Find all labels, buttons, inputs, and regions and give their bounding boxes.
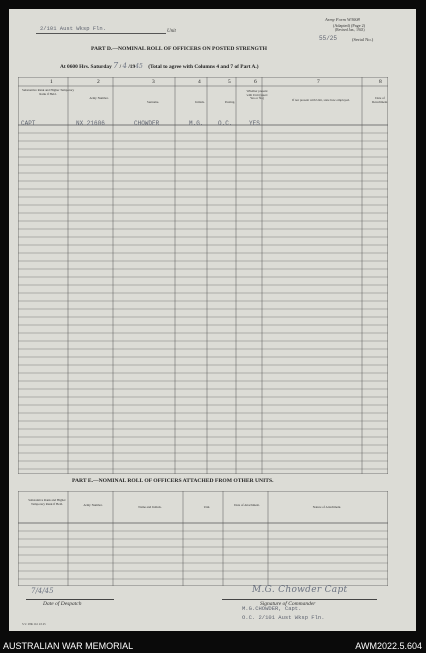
despatch-date: 7/4/45 [31, 587, 54, 595]
part-d-header-army-number: Army Number. [89, 96, 109, 100]
date-prefix: At 0600 Hrs. Saturday [60, 64, 112, 70]
part-d-header-surname: Surname. [146, 100, 160, 104]
part-d-header-present: Whether present with Unit (insert Yes or No) [246, 89, 268, 101]
part-e-header-name: Name and Initials. [138, 505, 162, 509]
entry-present: YES [249, 120, 260, 127]
part-e-header-rank: Substantive Rank and Higher Temporary Rank if Held. [28, 498, 66, 506]
form-line-3: (Revised Jan., 1943) [335, 28, 365, 32]
archive-caption-left: AUSTRALIAN WAR MEMORIAL [3, 641, 134, 651]
part-d-header-rank: Substantive Rank and Higher Temporary Rank if Held. [21, 88, 75, 96]
despatch-date-line [26, 599, 114, 600]
part-d-colnum-2: 2 [97, 79, 100, 85]
part-d-colnum-8: 8 [379, 79, 382, 85]
part-d-colnum-5: 5 [228, 79, 231, 85]
form-line-1: Army Form W3008 [325, 17, 360, 22]
stamp-unit: O.C. 2/101 Aust Wksp Fln. [242, 614, 325, 621]
date-year-prefix: /19 [128, 64, 136, 70]
form-sheet [9, 9, 416, 631]
part-d-colnum-1: 1 [50, 79, 53, 85]
part-e-header-unit: Unit. [203, 505, 211, 509]
date-sep: / [119, 64, 122, 70]
part-d-colnum-7: 7 [317, 79, 320, 85]
date-month: 4 [122, 62, 127, 70]
part-d-colnum-4: 4 [198, 79, 201, 85]
part-d-date-line [60, 62, 259, 70]
part-e-header-army-number: Army Number. [83, 503, 103, 507]
part-d-table [18, 77, 388, 474]
part-d-header-detachment: Date of Detachment. [371, 96, 389, 104]
part-d-header-employed: If not present with Unit, state how employed. [292, 98, 350, 102]
part-d-header-posting: Posting. [224, 100, 236, 104]
signature-label: Signature of Commander [260, 601, 316, 607]
entry-posting: O.C. [218, 120, 233, 127]
part-e-header-date-attachment: Date of Attachment. [234, 503, 260, 507]
archive-caption-right: AWM2022.5.604 [355, 641, 422, 651]
entry-initials: M.G. [189, 120, 204, 127]
unit-label: Unit [167, 29, 176, 34]
part-d-header-initials: Initials. [195, 100, 205, 104]
entry-army-number: NX 21606 [76, 120, 105, 127]
form-line-2: (Adapted) (Page 2) [333, 23, 366, 28]
part-d-colnum-6: 6 [254, 79, 257, 85]
date-suffix: (Total to agree with Columns 4 and 7 of Part A.) [148, 64, 259, 70]
despatch-label: Date of Despatch [43, 601, 82, 607]
stamp-name: M.G.CHOWDER, Capt. [242, 605, 302, 612]
unit-typed: 2/101 Aust Wksp Fln. [40, 25, 107, 32]
part-d-colnum-3: 3 [152, 79, 155, 85]
entry-surname: CHOWDER [134, 120, 160, 127]
archive-caption-bar [0, 640, 426, 653]
commander-signature: M.G. Chowder Capt [252, 585, 348, 595]
printer-note: S.V. 28th Oct 43 45 [22, 622, 46, 626]
part-e-title: PART E.—NOMINAL ROLL OF OFFICERS ATTACHED FROM OTHER UNITS. [72, 478, 274, 484]
part-d-title: PART D.—NOMINAL ROLL OF OFFICERS ON POSTED STRENGTH [91, 46, 267, 52]
date-day: 7 [113, 61, 119, 70]
date-year: 45 [135, 63, 143, 70]
entry-rank: CAPT [21, 120, 36, 127]
serial-value: 55/25 [319, 35, 338, 42]
unit-line [36, 33, 166, 34]
signature-line [222, 599, 377, 600]
serial-label: (Serial No.) [352, 37, 374, 42]
part-e-header-nature: Nature of Attachment. [312, 505, 342, 509]
